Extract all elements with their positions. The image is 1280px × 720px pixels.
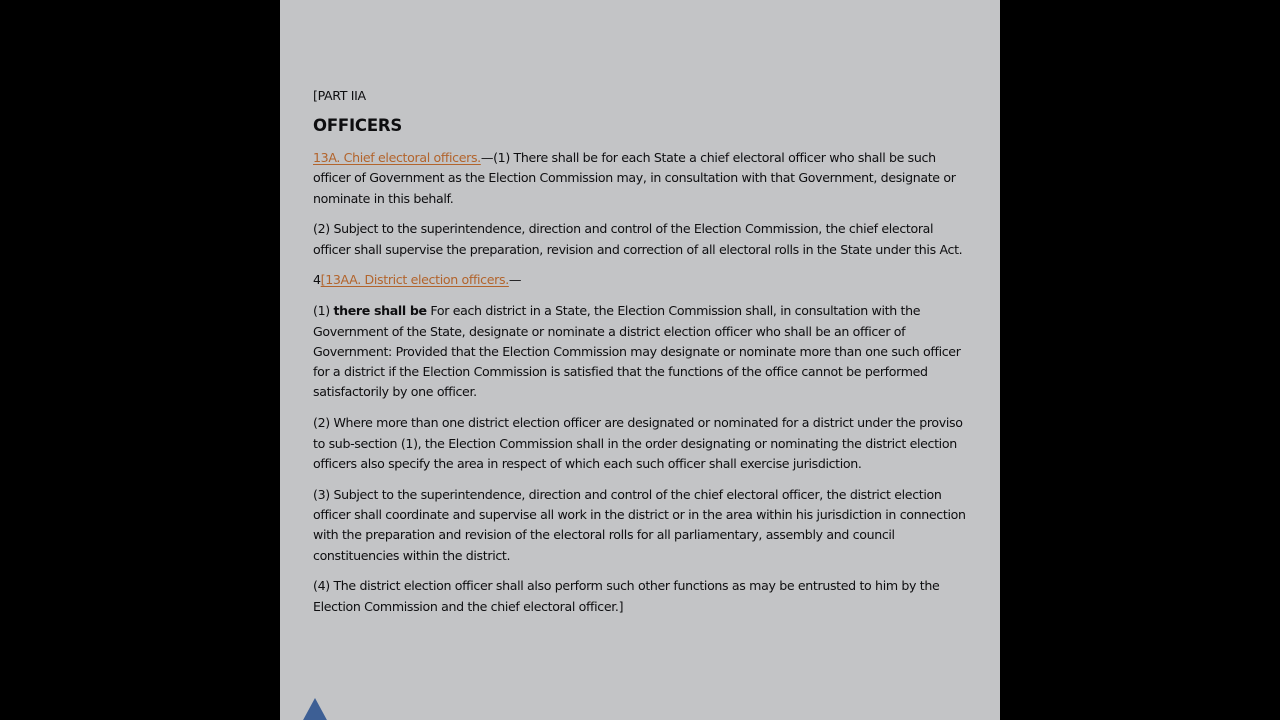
section-13a-title-link[interactable]: 13A. Chief electoral officers. [313,150,481,165]
part-label: [PART IIA [313,88,366,103]
section-13aa-heading [313,270,973,290]
page-heading: OFFICERS [313,116,403,135]
section-13a-para-1-text: —(1) There shall be for each State a chief electoral officer who shall be such officer of Government as the Election Commission may, in consultation with that Government, designate or nominate in this behalf. [313,150,956,206]
section-13a-para-1 [313,148,973,209]
triangle-icon [302,698,328,720]
footnote-marker: 4 [313,272,321,288]
section-13aa-para-1 [313,301,973,402]
section-13aa-para-1-bold: there shall be [333,303,427,319]
document-page [280,0,1000,720]
section-13aa-para-1-prefix: (1) [313,303,334,319]
section-13a-para-2: (2) Subject to the superintendence, direction and control of the Election Commission, the chief electoral officer shall supervise the preparation, revision and correction of all electoral rolls in the State under this Act. [313,221,963,257]
section-13aa-para-1-text: For each district in a State, the Election Commission shall, in consultation with the Government of the State, designate or nominate a district election officer who shall be an officer of Government: Provided that the Election Commission may designate or nominate more than one such officer for a district if the Election Commission is satisfied that the functions of the office cannot be performed satisfactorily by one officer. [313,303,961,400]
section-13aa-title-link[interactable]: [13AA. District election officers. [320,272,509,288]
section-13aa-para-3: (3) Subject to the superintendence, direction and control of the chief electoral officer, the district election officer shall coordinate and supervise all work in the district or in the area within his jurisdiction in connection with the preparation and revision of the electoral rolls for all parliamentary, assembly and council constituencies within the district. [313,486,966,563]
section-13aa-para-4: (4) The district election officer shall also perform such other functions as may be entrusted to him by the Election Commission and the chief electoral officer.] [313,578,940,614]
document-content [313,86,973,627]
section-13aa-para-2: (2) Where more than one district election officer are designated or nominated for a district under the proviso to sub-section (1), the Election Commission shall in the order designating or nominating the district election officers also specify the area in respect of which each such officer shall exercise jurisdiction. [313,415,963,471]
section-13aa-dash: — [508,272,522,288]
